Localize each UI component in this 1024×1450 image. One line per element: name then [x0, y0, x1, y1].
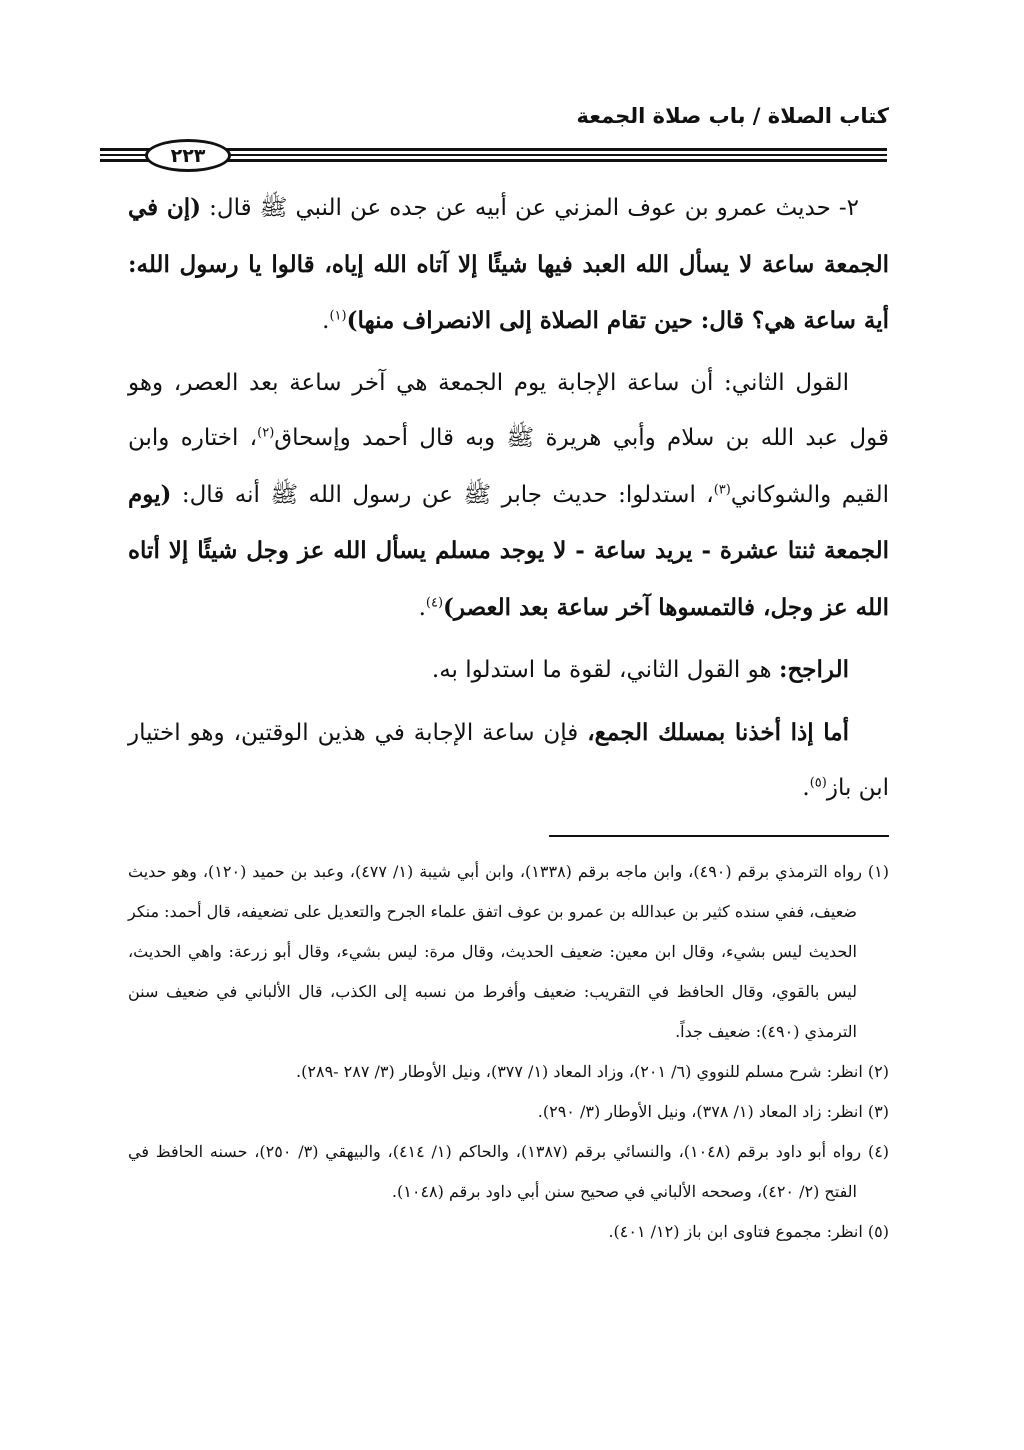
footnote-4: (٤) رواه أبو داود برقم (١٠٤٨)، والنسائي برقم (١٣٨٧)، والحاكم (١/ ٤١٤)، والبيهقي (٣/ ٢٥٠)، حسنه الحافظ في الفتح (٢/ ٤٢٠)، وصححه الألباني في صحيح سنن أبي داود برقم (١٠٤٨).	[128, 1142, 890, 1201]
paragraph-text: فإن ساعة الإجابة في هذين الوقتين، وهو اختيار ابن باز	[128, 719, 889, 801]
page-number-text: ٢٢٣	[170, 144, 206, 167]
paragraph-text: ، استدلوا: حديث جابر ﷺ عن رسول الله ﷺ أنه قال:	[171, 481, 714, 508]
footnote-ref[interactable]: (٢)	[257, 425, 275, 441]
paragraph-text: القول الثاني: أن ساعة الإجابة يوم الجمعة هي آخر ساعة بعد العصر، وهو قول عبد الله بن سلام وأبي هريرة ﷺ وبه قال أحمد وإسحاق	[128, 369, 890, 451]
footnotes	[128, 852, 889, 1252]
running-title: كتاب الصلاة / باب صلاة الجمعة	[576, 104, 889, 128]
footnote-separator	[549, 835, 889, 837]
paragraph-second-opinion	[128, 356, 889, 637]
footnote-ref[interactable]: (٥)	[809, 775, 827, 791]
reconciliation-lead: أما إذا أخذنا بمسلك الجمع،	[587, 718, 849, 746]
footnote-3: (٣) انظر: زاد المعاد (١/ ٣٧٨)، ونيل الأوطار (٣/ ٢٩٠).	[537, 1102, 889, 1121]
paragraph-text: .	[322, 308, 330, 334]
preferred-label: الراجح:	[778, 656, 849, 683]
footnote-ref[interactable]: (١)	[329, 308, 347, 324]
page-number	[145, 139, 231, 172]
footnote-5: (٥) انظر: مجموع فتاوى ابن باز (١٢/ ٤٠١).	[608, 1222, 889, 1241]
paragraph-reconciliation	[128, 705, 889, 817]
paragraph-hadith-2	[128, 180, 889, 350]
paragraph-preferred	[128, 642, 889, 699]
footnote-ref[interactable]: (٤)	[425, 594, 444, 610]
main-text	[128, 180, 889, 823]
paragraph-text: ، اختاره وابن القيم والشوكاني	[128, 425, 890, 508]
footnote-ref[interactable]: (٣)	[713, 481, 731, 497]
paragraph-text: ٢- حديث عمرو بن عوف المزني عن أبيه عن جده عن النبي ﷺ قال:	[201, 195, 859, 221]
footnote-1: (١) رواه الترمذي برقم (٤٩٠)، وابن ماجه برقم (١٣٣٨)، وابن أبي شيبة (١/ ٤٧٧)، وعبد بن حميد (١٢٠)، وهو حديث ضعيف، ففي سنده كثير بن عبدالله بن عمرو بن عوف اتفق علماء الجرح والتعديل على تضعيفه، قال أحمد: منكر الحديث ليس بشيء، وقال ابن معين: ضعيف الحديث، وقال مرة: ليس بشيء، وقال أبو زرعة: واهي الحديث، ليس بالقوي، وقال الحافظ في التقريب: ضعيف وأفرط من نسبه إلى الكذب، قال الألباني في ضعيف سنن الترمذي (٤٩٠): ضعيف جداً.	[128, 862, 890, 1041]
paragraph-text: .	[418, 594, 426, 621]
hadith-quote: (يوم الجمعة ثنتا عشرة - يريد ساعة - لا يوجد مسلم يسأل الله عز وجل شيئًا إلا أتاه الله عز وجل، فالتمسوها آخر ساعة بعد العصر)	[128, 480, 889, 621]
paragraph-text: هو القول الثاني، لقوة ما استدلوا به.	[431, 657, 779, 683]
footnote-2: (٢) انظر: شرح مسلم للنووي (٦/ ٢٠١)، وزاد المعاد (١/ ٣٧٧)، ونيل الأوطار (٣/ ٢٨٧ -٢٨٩).	[296, 1062, 889, 1081]
paragraph-text: .	[802, 775, 810, 801]
hadith-quote: (إن في الجمعة ساعة لا يسأل الله العبد فيها شيئًا إلا آتاه الله إياه، قالوا يا رسول الله: أية ساعة هي؟ قال: حين تقام الصلاة إلى الانصراف منها)	[128, 194, 889, 334]
